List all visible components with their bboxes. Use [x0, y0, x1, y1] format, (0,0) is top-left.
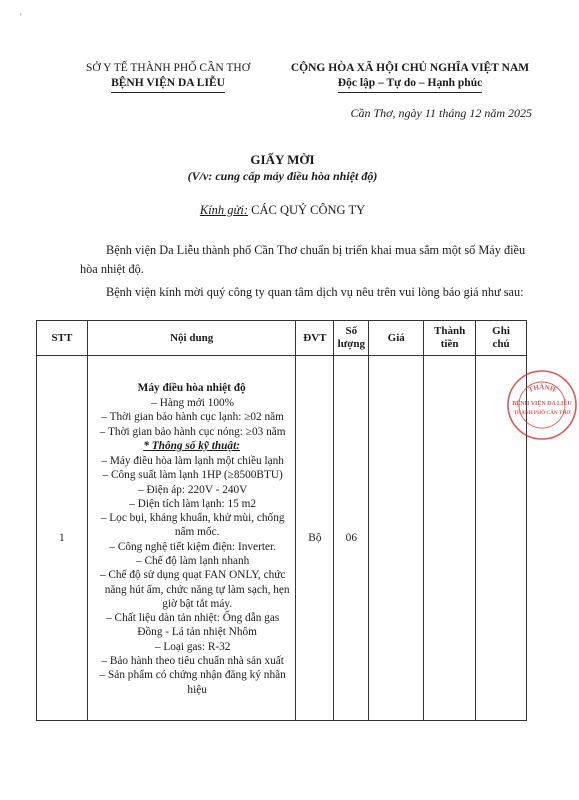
list-item: – Máy điều hòa làm lạnh một chiều lạnh: [101, 454, 284, 467]
motto: Độc lập – Tự do – Hạnh phúc: [338, 76, 482, 93]
list-item: – Thời gian bảo hành cục lạnh: ≥02 năm: [101, 411, 284, 424]
col-price: Giá: [369, 321, 424, 356]
nation-name: CỘNG HÒA XÃ HỘI CHỦ NGHĨA VIỆT NAM: [290, 62, 530, 74]
list-item: – Bảo hành theo tiêu chuẩn nhà sản xuất: [101, 655, 284, 668]
intro-paragraph: Bệnh viện Da Liễu thành phố Cần Thơ chuẩn bị triển khai mua sắm một số Máy điều hòa nhiệt độ.: [80, 243, 526, 276]
recipient-value: CÁC QUÝ CÔNG TY: [251, 203, 366, 217]
list-item: – Chế độ sử dụng quạt FAN ONLY, chức năng hút ẩm, chức năng tự làm sạch, hẹn giờ bật tắt máy.: [99, 569, 290, 610]
quotation-table: [36, 320, 527, 721]
row-content: [87, 356, 296, 721]
document-subtitle: (V/v: cung cấp máy điều hòa nhiệt độ): [187, 169, 378, 183]
row-qty: 06: [334, 356, 369, 721]
national-motto-block: [276, 61, 544, 93]
document-title: GIẤY MỜI: [250, 152, 315, 167]
col-note: Ghi chú: [476, 321, 527, 356]
place-date: Cần Thơ, ngày 11 tháng 12 năm 2025: [350, 106, 532, 120]
recipient-line: [0, 203, 565, 218]
col-unit: ĐVT: [296, 321, 334, 356]
row-total: [424, 356, 476, 721]
request-paragraph: Bệnh viện kính mời quý công ty quan tâm dịch vụ nêu trên vui lòng báo giá như sau:: [106, 285, 524, 299]
list-item: – Điện áp: 220V - 240V: [138, 483, 248, 496]
list-item: – Sản phẩm có chứng nhận đăng ký nhãn hiệu: [99, 669, 286, 696]
list-item: – Diện tích làm lạnh: 15 m2: [129, 497, 257, 510]
row-price: [369, 356, 424, 721]
official-seal-stamp: [505, 368, 579, 442]
agency-name: SỞ Y TẾ THÀNH PHỐ CẦN THƠ: [86, 62, 250, 74]
col-content: Nội dung: [87, 321, 296, 356]
list-item: – Hàng mới 100%: [151, 397, 235, 410]
list-item: – Chất liệu dàn tản nhiệt: Ống dẫn gas Đồng - Lá tản nhiệt Nhôm: [106, 612, 280, 639]
col-qty: Số lượng: [334, 321, 369, 356]
table-row: [37, 356, 527, 721]
list-item: – Thời gian bảo hành cục nóng: ≥03 năm: [99, 425, 286, 438]
list-item: – Loại gas: R-32: [154, 640, 231, 653]
general-list: [92, 396, 292, 439]
seal-bottom-text: THÀNH PHỐ CẦN THƠ: [513, 410, 571, 416]
col-total: Thành tiền: [424, 321, 476, 356]
hospital-name: BỆNH VIỆN DA LIỄU: [111, 76, 225, 93]
item-name: Máy điều hòa nhiệt độ: [137, 382, 246, 395]
corner-mark: ': [20, 12, 22, 22]
seal-mid-text: BỆNH VIỆN DA LIỄU: [512, 401, 572, 407]
row-unit: Bộ: [296, 356, 334, 721]
table-header-row: [37, 321, 527, 356]
list-item: – Công nghệ tiết kiệm điện: Inverter.: [109, 540, 276, 553]
col-stt: STT: [37, 321, 88, 356]
list-item: – Công suất làm lạnh 1HP (≥8500BTU): [102, 469, 283, 482]
list-item: – Chế độ làm lạnh nhanh: [136, 555, 250, 567]
issuer-block: [62, 61, 274, 93]
specs-heading: * Thông số kỹ thuật:: [143, 439, 240, 452]
row-stt: 1: [37, 356, 88, 721]
recipient-label: Kính gửi:: [199, 203, 248, 217]
seal-top-text: THÀNH: [527, 383, 557, 395]
specs-list: [92, 454, 292, 697]
list-item: – Lọc bụi, kháng khuẩn, khử mùi, chống nấm mốc.: [100, 512, 285, 539]
